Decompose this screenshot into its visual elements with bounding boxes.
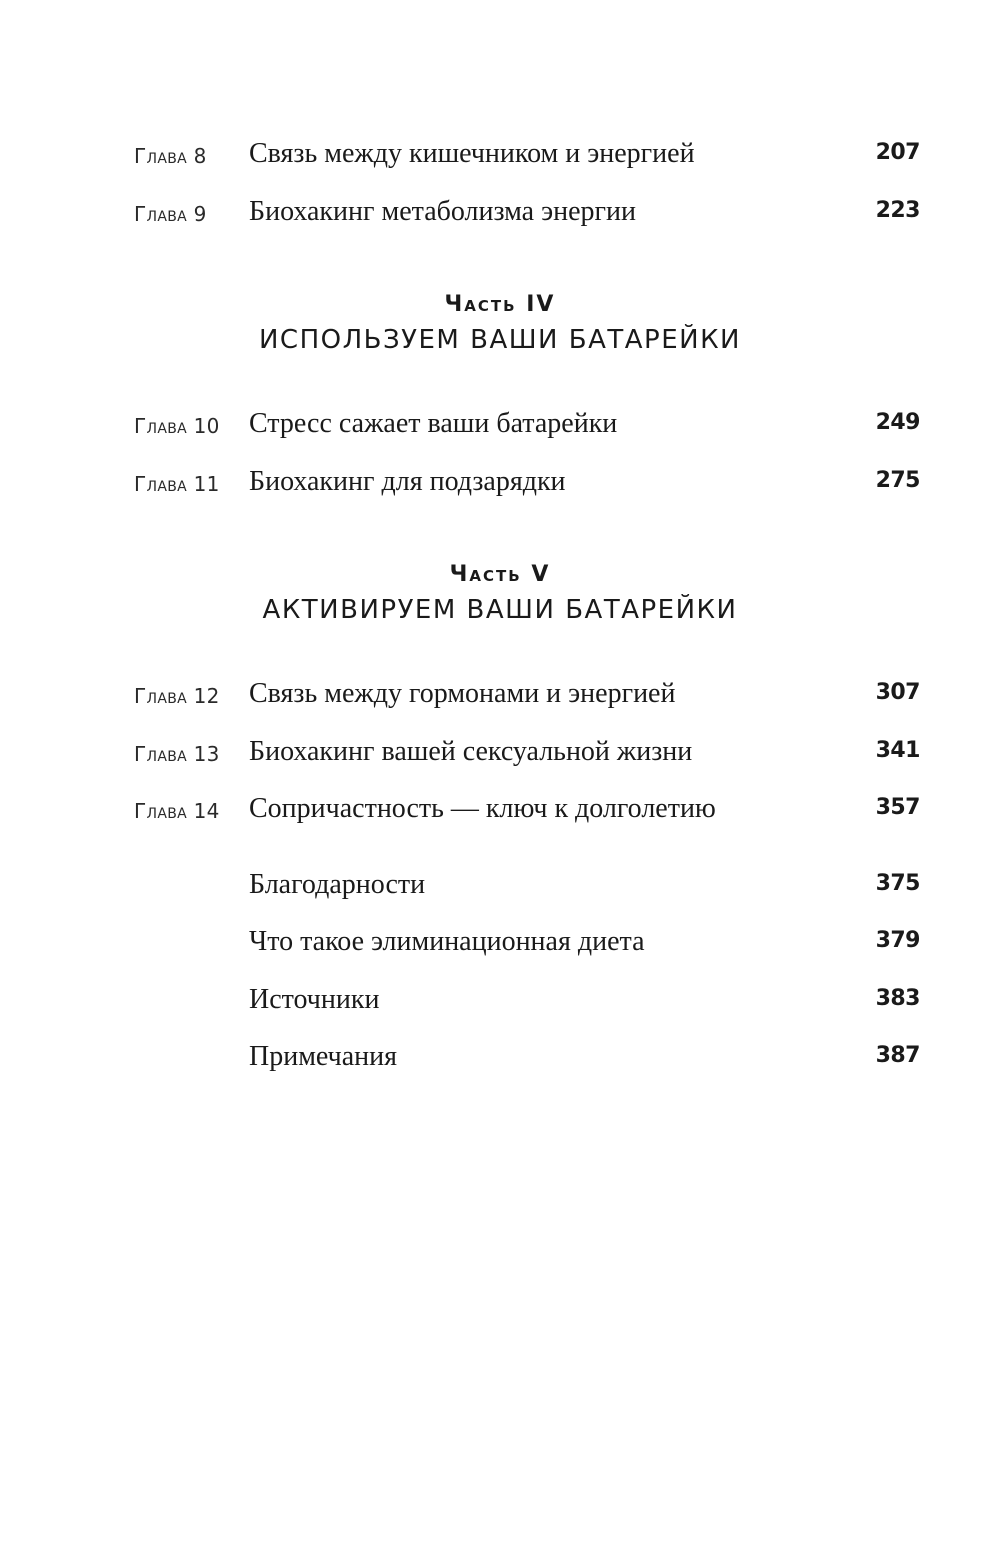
chapter-title: Стресс сажает ваши батарейки	[249, 408, 618, 439]
part-number: Часть IV	[444, 292, 556, 317]
chapter-title: Сопричастность — ключ к долголетию	[249, 793, 716, 824]
page-number: 249	[875, 410, 920, 435]
chapter-label: Глава 13	[134, 742, 220, 766]
page-number: 383	[875, 986, 920, 1011]
chapter-label: Глава 14	[134, 799, 220, 823]
chapter-title: Связь между кишечником и энергией	[249, 138, 695, 169]
toc-entry-sources[interactable]	[0, 984, 1000, 1024]
page-number: 223	[875, 198, 920, 223]
section-title: Примечания	[249, 1041, 398, 1072]
chapter-label: Глава 10	[134, 414, 220, 438]
chapter-label: Глава 9	[134, 202, 207, 226]
page-number: 357	[875, 795, 920, 820]
page-number: 387	[875, 1043, 920, 1068]
toc-entry-acknowledgements[interactable]	[0, 869, 1000, 909]
page-number: 275	[875, 468, 920, 493]
chapter-title: Связь между гормонами и энергией	[249, 678, 676, 709]
part-title: ИСПОЛЬЗУЕМ ВАШИ БАТАРЕЙКИ	[258, 325, 742, 355]
part-4-heading	[0, 292, 1000, 355]
page-number: 207	[875, 140, 920, 165]
page-number: 375	[875, 871, 920, 896]
page-number: 341	[875, 738, 920, 763]
part-5-heading	[0, 562, 1000, 625]
section-title: Источники	[249, 984, 380, 1015]
toc-entry-chapter-8[interactable]	[0, 138, 1000, 178]
chapter-label: Глава 8	[134, 144, 207, 168]
chapter-label: Глава 11	[134, 472, 220, 496]
page-number: 307	[875, 680, 920, 705]
toc-entry-chapter-10[interactable]	[0, 408, 1000, 448]
toc-entry-notes[interactable]	[0, 1041, 1000, 1081]
page-number: 379	[875, 928, 920, 953]
section-title: Благодарности	[249, 869, 426, 900]
part-title: АКТИВИРУЕМ ВАШИ БАТАРЕЙКИ	[262, 595, 738, 625]
toc-entry-chapter-13[interactable]	[0, 736, 1000, 776]
chapter-title: Биохакинг для подзарядки	[249, 466, 566, 497]
chapter-title: Биохакинг метаболизма энергии	[249, 196, 636, 227]
chapter-title: Биохакинг вашей сексуальной жизни	[249, 736, 693, 767]
toc-entry-elimination-diet[interactable]	[0, 926, 1000, 966]
toc-entry-chapter-9[interactable]	[0, 196, 1000, 236]
toc-entry-chapter-14[interactable]	[0, 793, 1000, 833]
toc-entry-chapter-12[interactable]	[0, 678, 1000, 718]
part-number: Часть V	[449, 562, 551, 587]
chapter-label: Глава 12	[134, 684, 220, 708]
toc-entry-chapter-11[interactable]	[0, 466, 1000, 506]
section-title: Что такое элиминационная диета	[249, 926, 645, 957]
